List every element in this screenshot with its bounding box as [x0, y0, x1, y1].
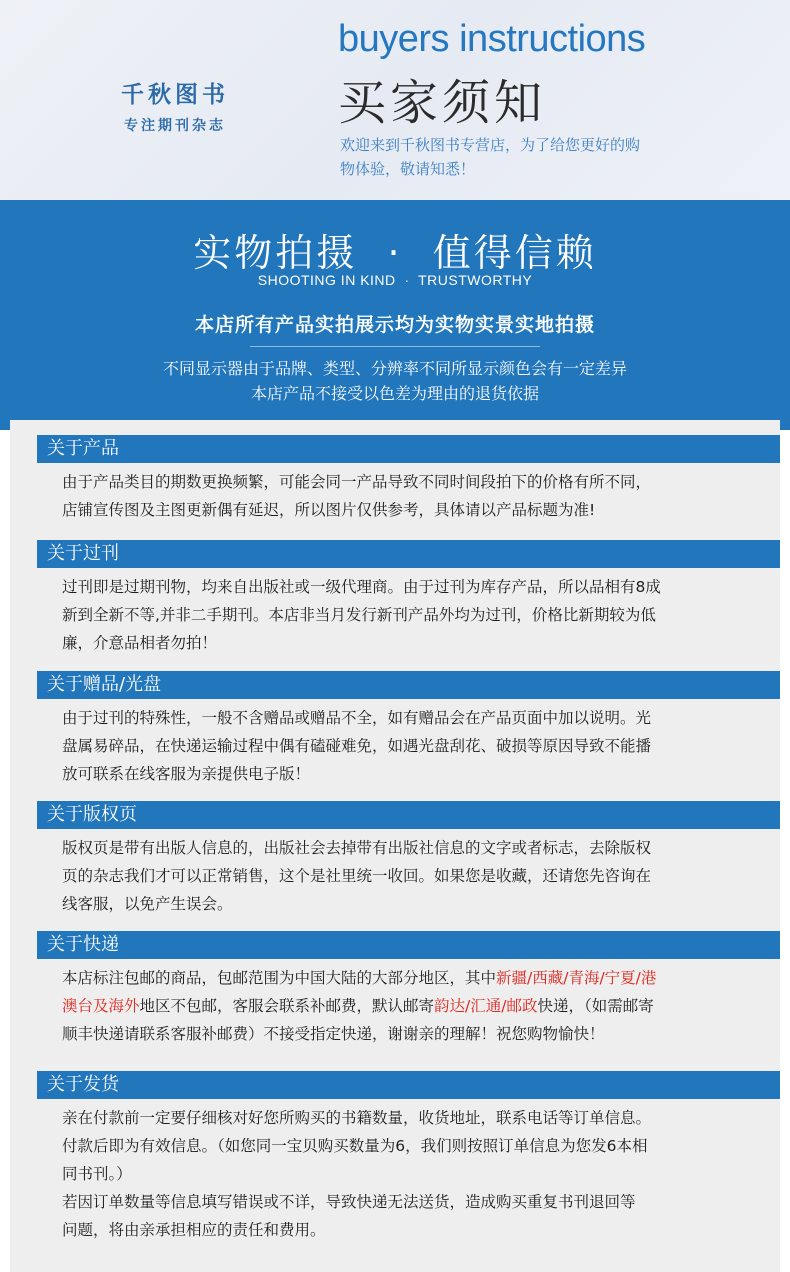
- section-line: 页的杂志我们才可以正常销售，这个是社里统一收回。如果您是收藏，还请您先咨询在: [62, 867, 652, 885]
- banner-note-1: 不同显示器由于品牌、类型、分辨率不同所显示颜色会有一定差异: [162, 359, 627, 378]
- notice-panel: [10, 420, 780, 1272]
- section-line: 放可联系在线客服为亲提供电子版！: [62, 765, 311, 783]
- welcome-line-2: 物体验，敬请知悉！: [340, 160, 476, 178]
- section-header-delivery: 关于发货: [37, 1071, 780, 1099]
- banner-note-2: 本店产品不接受以色差为理由的退货依据: [250, 384, 539, 403]
- welcome-line-1: 欢迎来到千秋图书专营店，为了给您更好的购: [340, 136, 641, 154]
- section-line: 同书刊。）: [62, 1165, 132, 1183]
- section-line: 若因订单数量等信息填写错误或不详，导致快递无法送货，造成购买重复书刊退回等: [62, 1193, 636, 1211]
- banner-divider: [250, 346, 540, 347]
- section-body-delivery: [62, 1104, 762, 1244]
- section-line: 由于产品类目的期数更换频繁，可能会同一产品导致不同时间段拍下的价格有所不同，: [62, 473, 652, 491]
- section-line: 店铺宣传图及主图更新偶有延迟，所以图片仅供参考，具体请以产品标题为准!: [62, 501, 596, 519]
- section-line: [62, 992, 762, 1020]
- section-line: 版权页是带有出版人信息的，出版社会去掉带有出版社信息的文字或者标志，去除版权: [62, 839, 652, 857]
- section-line: 过刊即是过期刊物，均来自出版社或一级代理商。由于过刊为库存产品，所以品相有8成: [62, 578, 661, 596]
- section-line: 新到全新不等,并非二手期刊。本店非当月发行新刊产品外均为过刊，价格比新期较为低: [62, 606, 656, 624]
- section-header-gifts: 关于赠品/光盘: [37, 671, 780, 699]
- shipping-text: 地区不包邮，客服会联系补邮费，默认邮寄: [139, 997, 435, 1015]
- brand-name: 千秋图书: [121, 81, 229, 108]
- default-couriers: 韵达/汇通/邮政: [434, 997, 538, 1015]
- section-body-back-issues: [62, 573, 762, 657]
- excluded-regions: 新疆/西藏/青海/宁夏/港: [496, 969, 657, 987]
- section-line: 付款后即为有效信息。（如您同一宝贝购买数量为6，我们则按照订单信息为您发6本相: [62, 1137, 648, 1155]
- section-header-copyright: 关于版权页: [37, 801, 780, 829]
- section-body-shipping: [62, 964, 762, 1048]
- section-header-products: 关于产品: [37, 435, 780, 463]
- section-line: 由于过刊的特殊性，一般不含赠品或赠品不全，如有赠品会在产品页面中加以说明。光: [62, 709, 652, 727]
- title-chinese: 买家须知: [338, 75, 547, 131]
- section-line: [62, 964, 762, 992]
- shipping-text: 本店标注包邮的商品，包邮范围为中国大陆的大部分地区，其中: [62, 969, 497, 987]
- excluded-regions-cont: 澳台及海外: [62, 997, 140, 1015]
- shipping-text: 快递，（如需邮寄: [537, 997, 654, 1015]
- banner-title: 实物拍摄 · 值得信赖: [193, 231, 597, 275]
- section-line: 亲在付款前一定要仔细核对好您所购买的书籍数量，收货地址，联系电话等订单信息。: [62, 1109, 652, 1127]
- section-line: 廉，介意品相者勿拍！: [62, 634, 218, 652]
- shop-logo: [100, 76, 250, 135]
- section-line: 顺丰快递请联系客服补邮费）不接受指定快递，谢谢亲的理解！祝您购物愉快！: [62, 1025, 605, 1043]
- section-line: 盘属易碎品，在快递运输过程中偶有磕碰难免，如遇光盘刮花、破损等原因导致不能播: [62, 737, 652, 755]
- header-area: [0, 0, 790, 200]
- photo-banner: [0, 200, 790, 430]
- welcome-text: [340, 133, 740, 181]
- banner-subtitle: SHOOTING IN KIND · TRUSTWORTHY: [257, 272, 533, 288]
- title-english: buyers instructions: [338, 18, 646, 60]
- section-header-shipping: 关于快递: [37, 931, 780, 959]
- section-line: 问题，将由亲承担相应的责任和费用。: [62, 1221, 326, 1239]
- section-body-products: [62, 468, 762, 524]
- section-body-copyright: [62, 834, 762, 918]
- banner-main-text: 本店所有产品实拍展示均为实物实景实地拍摄: [194, 314, 595, 336]
- brand-tagline: 专注期刊杂志: [124, 118, 226, 134]
- section-header-back-issues: 关于过刊: [37, 540, 780, 568]
- section-line: 线客服，以免产生误会。: [62, 895, 233, 913]
- section-body-gifts: [62, 704, 762, 788]
